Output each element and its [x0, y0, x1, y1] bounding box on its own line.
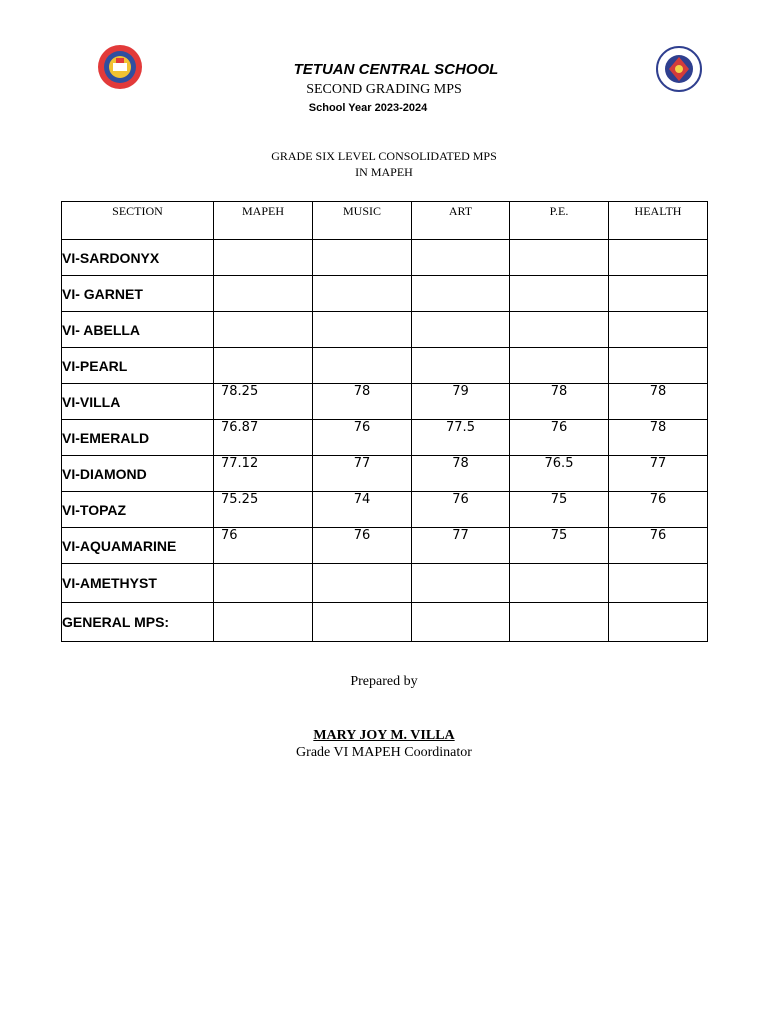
- health-value: 78: [609, 384, 708, 420]
- table-row: [62, 348, 708, 384]
- table-row: [62, 528, 708, 564]
- section-name: VI- ABELLA: [62, 312, 214, 348]
- art-value: [412, 312, 510, 348]
- general-health-value: [609, 603, 708, 642]
- section-name: VI-SARDONYX: [62, 240, 214, 276]
- signatory-role: Grade VI MAPEH Coordinator: [296, 745, 472, 760]
- art-value: 79: [412, 384, 510, 420]
- art-value: [412, 348, 510, 384]
- mapeh-value: 77.12: [214, 456, 313, 492]
- table-row: [62, 456, 708, 492]
- pe-value: 78: [510, 384, 609, 420]
- health-value: [609, 564, 708, 603]
- mps-table: [61, 201, 708, 642]
- music-value: [313, 240, 412, 276]
- health-value: [609, 348, 708, 384]
- mapeh-value: 76: [214, 528, 313, 564]
- table-row: [62, 492, 708, 528]
- art-value: [412, 240, 510, 276]
- signature-block: [0, 674, 768, 761]
- signatory-name: MARY JOY M. VILLA: [313, 728, 455, 743]
- table-row: [62, 564, 708, 603]
- table-row: [62, 240, 708, 276]
- header-section: SECTION: [62, 202, 214, 240]
- table-row: [62, 384, 708, 420]
- general-mps-row: [62, 603, 708, 642]
- music-value: 78: [313, 384, 412, 420]
- prepared-by-label: Prepared by: [350, 674, 418, 689]
- general-mps-label: GENERAL MPS:: [62, 603, 214, 642]
- art-value: 76: [412, 492, 510, 528]
- section-name: VI-AQUAMARINE: [62, 528, 214, 564]
- health-value: 76: [609, 528, 708, 564]
- general-music-value: [313, 603, 412, 642]
- mapeh-value: [214, 348, 313, 384]
- header-mapeh: MAPEH: [214, 202, 313, 240]
- report-subtitle: [0, 148, 768, 180]
- music-value: [313, 276, 412, 312]
- header-health: HEALTH: [609, 202, 708, 240]
- pe-value: [510, 564, 609, 603]
- mapeh-value: [214, 240, 313, 276]
- music-value: [313, 564, 412, 603]
- music-value: [313, 312, 412, 348]
- school-year: School Year 2023-2024: [308, 102, 428, 114]
- mapeh-value: [214, 276, 313, 312]
- art-value: 77.5: [412, 420, 510, 456]
- health-value: 76: [609, 492, 708, 528]
- table-row: [62, 276, 708, 312]
- music-value: 76: [313, 420, 412, 456]
- mapeh-value: 78.25: [214, 384, 313, 420]
- header-pe: P.E.: [510, 202, 609, 240]
- section-name: VI-TOPAZ: [62, 492, 214, 528]
- health-value: [609, 276, 708, 312]
- art-value: 78: [412, 456, 510, 492]
- mapeh-value: 75.25: [214, 492, 313, 528]
- section-name: VI-PEARL: [62, 348, 214, 384]
- pe-value: [510, 276, 609, 312]
- pe-value: [510, 348, 609, 384]
- section-name: VI- GARNET: [62, 276, 214, 312]
- pe-value: 76: [510, 420, 609, 456]
- pe-value: [510, 312, 609, 348]
- general-mapeh-value: [214, 603, 313, 642]
- section-name: VI-VILLA: [62, 384, 214, 420]
- subtitle-line-2: IN MAPEH: [355, 165, 413, 179]
- grading-period: SECOND GRADING MPS: [306, 82, 462, 97]
- header-music: MUSIC: [313, 202, 412, 240]
- music-value: 76: [313, 528, 412, 564]
- art-value: 77: [412, 528, 510, 564]
- health-value: [609, 240, 708, 276]
- table-row: [62, 420, 708, 456]
- mapeh-value: 76.87: [214, 420, 313, 456]
- mapeh-value: [214, 312, 313, 348]
- pe-value: 75: [510, 528, 609, 564]
- health-value: [609, 312, 708, 348]
- music-value: [313, 348, 412, 384]
- art-value: [412, 276, 510, 312]
- pe-value: 76.5: [510, 456, 609, 492]
- general-art-value: [412, 603, 510, 642]
- music-value: 74: [313, 492, 412, 528]
- health-value: 77: [609, 456, 708, 492]
- school-name: TETUAN CENTRAL SCHOOL: [293, 61, 499, 78]
- music-value: 77: [313, 456, 412, 492]
- mapeh-value: [214, 564, 313, 603]
- pe-value: 75: [510, 492, 609, 528]
- health-value: 78: [609, 420, 708, 456]
- pe-value: [510, 240, 609, 276]
- header-art: ART: [412, 202, 510, 240]
- section-name: VI-EMERALD: [62, 420, 214, 456]
- section-name: VI-AMETHYST: [62, 564, 214, 603]
- art-value: [412, 564, 510, 603]
- document-header: [0, 60, 768, 116]
- table-row: [62, 312, 708, 348]
- general-pe-value: [510, 603, 609, 642]
- table-header-row: [62, 202, 708, 240]
- subtitle-line-1: GRADE SIX LEVEL CONSOLIDATED MPS: [271, 149, 497, 163]
- section-name: VI-DIAMOND: [62, 456, 214, 492]
